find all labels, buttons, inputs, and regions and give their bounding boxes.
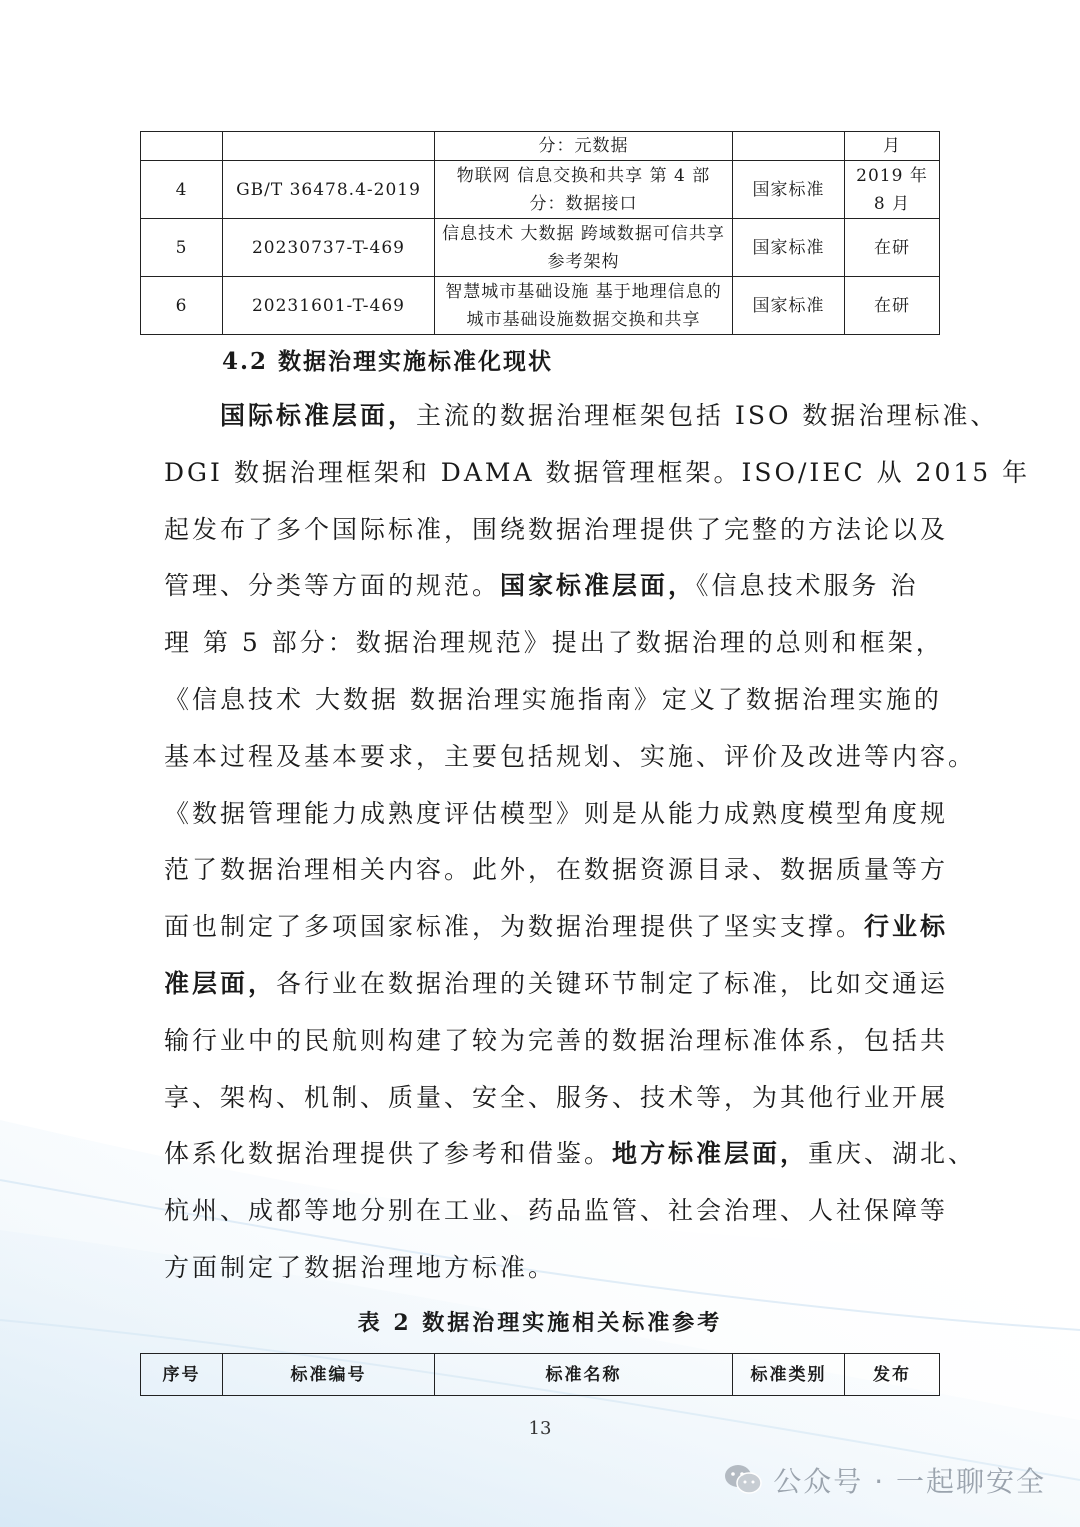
line-text: 《信息技术服务 治: [696, 571, 919, 601]
table-row: [141, 219, 940, 277]
line-text: 重庆、湖北、: [808, 1139, 977, 1169]
standards-table-continued: [140, 131, 940, 335]
header-no: 序号: [141, 1354, 223, 1396]
paragraph-line: [164, 1070, 949, 1127]
cell-status: 在研: [845, 277, 940, 335]
cell-status: 在研: [845, 219, 940, 277]
bold-lead: 地方标准层面，: [612, 1139, 809, 1169]
header-type: 标准类别: [733, 1354, 845, 1396]
line-text: 起发布了多个国际标准，围绕数据治理提供了完整的方法论以及: [164, 514, 949, 544]
page-number: 13: [528, 1418, 552, 1439]
cell-type: 国家标准: [733, 161, 845, 219]
bold-lead: 准层面，: [164, 968, 277, 998]
paragraph-line: [164, 445, 1031, 502]
table-caption: 表 2 数据治理实施相关标准参考: [357, 1310, 723, 1336]
cell-status: 2019 年 8 月: [845, 161, 940, 219]
cell-status: 月: [845, 132, 940, 161]
header-name: 标准名称: [435, 1354, 733, 1396]
table-row: [141, 161, 940, 219]
line-text: 输行业中的民航则构建了较为完善的数据治理标准体系，包括共: [164, 1025, 949, 1055]
paragraph-line: [164, 615, 944, 672]
paragraph-line: [164, 1183, 949, 1240]
cell-name: 物联网 信息交换和共享 第 4 部分：数据接口: [435, 161, 733, 219]
line-text: 主流的数据治理框架包括 ISO 数据治理标准、: [416, 401, 999, 430]
bold-lead: 国际标准层面，: [220, 401, 417, 430]
paragraph-line: [164, 672, 940, 729]
table-row: [141, 132, 940, 161]
line-text: 《数据管理能力成熟度评估模型》则是从能力成熟度模型角度规: [164, 798, 949, 828]
line-text: DGI 数据治理框架和 DAMA 数据管理框架。ISO/IEC 从 2015 年: [164, 457, 1031, 487]
table-row: [141, 277, 940, 335]
paragraph-line: [164, 502, 949, 559]
line-text: 理 第 5 部分：数据治理规范》提出了数据治理的总则和框架，: [164, 628, 944, 658]
paragraph-line: [164, 786, 949, 843]
cell-code: 20230737-T-469: [223, 219, 435, 277]
line-text: 享、架构、机制、质量、安全、服务、技术等，为其他行业开展: [164, 1082, 949, 1112]
cell-code: GB/T 36478.4-2019: [223, 161, 435, 219]
line-text: 基本过程及基本要求，主要包括规划、实施、评价及改进等内容。: [164, 741, 977, 771]
cell-code: 20231601-T-469: [223, 277, 435, 335]
cell-no: 6: [141, 277, 223, 335]
cell-type: [733, 132, 845, 161]
wechat-icon: [723, 1463, 763, 1497]
line-text: 各行业在数据治理的关键环节制定了标准，比如交通运: [276, 968, 949, 998]
line-text: 范了数据治理相关内容。此外，在数据资源目录、数据质量等方: [164, 855, 949, 885]
bold-lead: 行业标: [864, 912, 949, 942]
header-code: 标准编号: [223, 1354, 435, 1396]
cell-type: 国家标准: [733, 219, 845, 277]
cell-name: 分：元数据: [435, 132, 733, 161]
line-text: 体系化数据治理提供了参考和借鉴。: [164, 1139, 613, 1169]
paragraph-line: [164, 558, 940, 615]
body-paragraph: [164, 388, 1031, 1297]
header-status: 发布: [845, 1354, 940, 1396]
bold-lead: 国家标准层面，: [500, 571, 697, 601]
line-text: 方面制定了数据治理地方标准。: [164, 1252, 557, 1282]
line-text: 《信息技术 大数据 数据治理实施指南》定义了数据治理实施的: [164, 684, 942, 714]
cell-name: 智慧城市基础设施 基于地理信息的城市基础设施数据交换和共享: [435, 277, 733, 335]
cell-no: 5: [141, 219, 223, 277]
line-text: 面也制定了多项国家标准，为数据治理提供了坚实支撑。: [164, 912, 865, 942]
cell-type: 国家标准: [733, 277, 845, 335]
cell-no: [141, 132, 223, 161]
standards-reference-table: [140, 1353, 940, 1396]
section-heading: 4.2 数据治理实施标准化现状: [222, 348, 554, 375]
cell-name: 信息技术 大数据 跨域数据可信共享参考架构: [435, 219, 733, 277]
wechat-watermark: [723, 1460, 1046, 1500]
paragraph-line: [164, 956, 949, 1013]
paragraph-line: [164, 729, 977, 786]
table-header-row: [141, 1354, 940, 1396]
paragraph-line: [164, 1013, 949, 1070]
paragraph-line: [164, 842, 949, 899]
cell-code: [223, 132, 435, 161]
paragraph-line: [164, 1240, 940, 1297]
paragraph-line: [164, 388, 999, 445]
paragraph-line: [164, 899, 949, 956]
line-text: 管理、分类等方面的规范。: [164, 571, 501, 601]
watermark-text: 公众号 · 一起聊安全: [773, 1465, 1046, 1498]
paragraph-line: [164, 1126, 977, 1183]
cell-no: 4: [141, 161, 223, 219]
line-text: 杭州、成都等地分别在工业、药品监管、社会治理、人社保障等: [164, 1196, 949, 1226]
